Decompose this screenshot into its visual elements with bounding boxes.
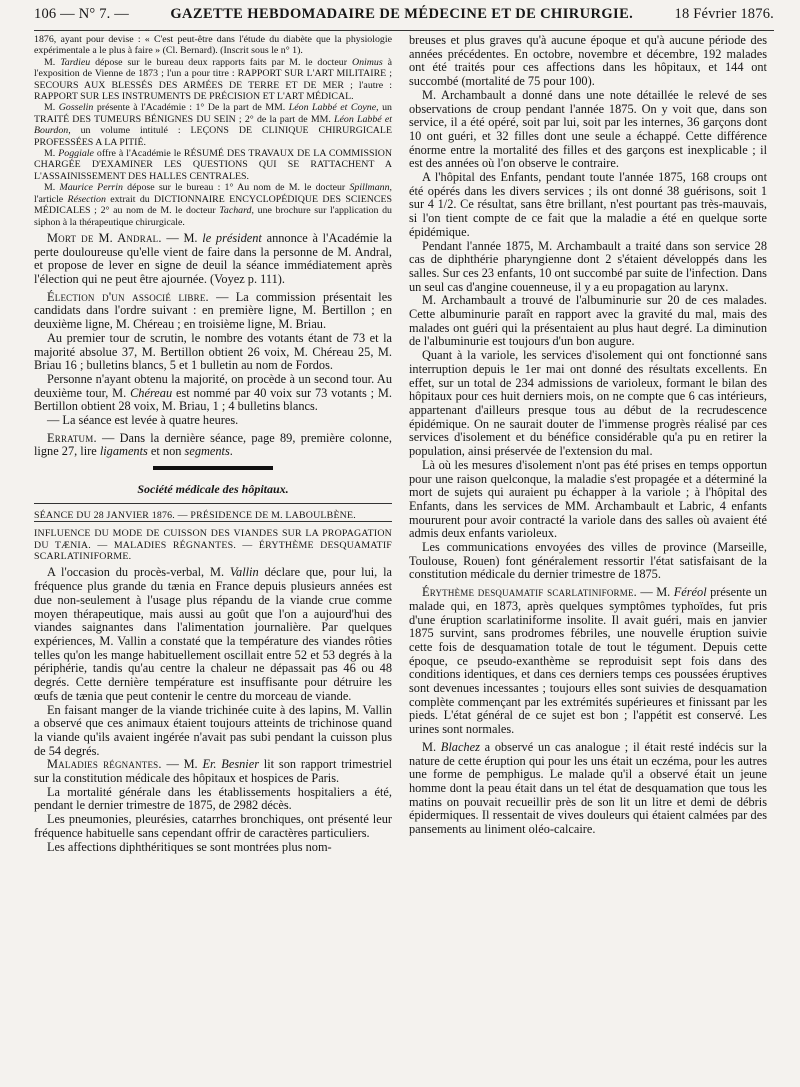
issue-date: 18 Février 1876.	[674, 6, 774, 22]
paragraph-pneumonies: Les pneumonies, pleurésies, catarrhes bronchiques, ont présenté leur fréquence habituelle sans cependant offrir de caractères particuliers.	[34, 812, 392, 840]
paragraph-suite-diphtherie: breuses et plus graves qu'à aucune époque et qu'à aucune période des années précédentes. En octobre, novembre et décembre, 192 malades ont été traités pour ces affections dans les hôpitaux, et 144 ont succombé (mortalité de 75 pour 100).	[409, 33, 767, 89]
page-number: 106 — N° 7. —	[34, 6, 129, 22]
paragraph-mortalite: La mortalité générale dans les établissements hospitaliers a été, pendant le dernier trimestre de 1875, de 2982 décès.	[34, 784, 392, 813]
paragraph-variole: Quant à la variole, les services d'isolement qui ont fonctionné sans interruption depuis le 1er mai ont donné des résultats excellents. En effet, sur un total de 234 admissions de varioleux, formant le bilan des hôpitaux pour ces huit derniers mois, on ne compte que 6 cas intérieurs, appartenant d'ailleurs presque tous au début de la recrudescence épidémique. On ne saurait douter de l'immense progrès réalisé par ces services d'isolement et du bénéfice considérable qu'a pu en retirer la population, ainsi préservée de l'extension du mal.	[409, 348, 767, 459]
paragraph-maladies: Maladies régnantes. — M. Er. Besnier lit son rapport trimestriel sur la constitution médicale des hôpitaux et hospices de Paris.	[34, 757, 392, 786]
right-column	[409, 34, 767, 837]
paragraph-erratum: Erratum. — Dans la dernière séance, page 89, première colonne, ligne 27, lire ligaments et non segments.	[34, 430, 392, 459]
paragraph-premier-tour: Au premier tour de scrutin, le nombre des votants étant de 73 et la majorité absolue 37, M. Bertillon obtient 26 voix, M. Chéreau 25, M. Briau 16 ; bulletins blancs, 5 et 1 bulletin au nom de Fordos.	[34, 330, 392, 373]
journal-title: GAZETTE HEBDOMADAIRE DE MÉDECINE ET DE CHIRURGIE.	[170, 6, 634, 22]
seance-heading: SÉANCE DU 28 JANVIER 1876. — PRÉSIDENCE DE M. LABOULBÈNE.	[34, 509, 356, 521]
note-tardieu: M. Tardieu dépose sur le bureau deux rapports faits par M. le docteur Onimus à l'exposition de Vienne de 1873 ; l'un a pour titre : RAPPORT SUR L'ART MILITAIRE ; SECOURS AUX BLESSÉS DES ARMÉES DE TERRE ET DE MER ; l'autre : RAPPORT SUR LES INSTRUMENTS DE PRÉCISION ET L'ART MÉDICAL.	[34, 56, 392, 103]
note-perrin: M. Maurice Perrin dépose sur le bureau : 1° Au nom de M. le docteur Spillmann, l'article Résection extrait du DICTIONNAIRE ENCYCLOPÉDIQUE DES SCIENCES MÉDICALES ; 2° au nom de M. le docteur Tachard, une brochure sur l'application du siphon à la thérapeutique chirurgicale.	[34, 182, 392, 228]
section-title-rule	[34, 503, 392, 504]
paragraph-vallin: A l'occasion du procès-verbal, M. Vallin déclare que, pour lui, la fréquence plus grande du tænia en France depuis plusieurs années est due non-seulement à l'usage plus répandu de la viande crue comme moyen thérapeutique, mais aussi au goût que l'on a aujourd'hui des viandes saignantes dans l'alimentation journalière. Par quelques expériences, M. Vallin a constaté que la température des viandes rôties telles qu'on les mange habituellement oscillait entre 52 et 53 degrés à la périphérie, tandis qu'au centre la chaleur ne dépassait pas 46 ou 48 degrés. Cette dernière température est insuffisante pour détruire les œufs de tænia que peut contenir le centre du morceau de viande.	[34, 565, 392, 703]
paragraph-andral: Mort de M. Andral. — M. le président annonce à l'Académie la perte douloureuse qu'elle vient de faire dans la personne de M. Andral, et propose de lever en signe de deuil la séance immédiatement après l'élection qui ne peut être ajournée. (Voyez p. 111).	[34, 230, 393, 287]
paragraph-trichine: En faisant manger de la viande trichinée cuite à des lapins, M. Vallin a observé que ces animaux étaient toujours atteints de trichinose quand la viande qu'ils avaient ingérée n'avait pas subi pendant la cuisson plus de 54 degrés.	[34, 702, 392, 758]
paragraph-diphtherie: Les affections diphthéritiques se sont montrées plus nom-	[47, 839, 332, 854]
academy-notes	[34, 34, 392, 228]
paragraph-isolement: Là où les mesures d'isolement n'ont pas été prises en temps opportun pour une raison quelconque, la maladie s'est propagée et a déterminé la mort de sujets qui auraient pu échapper à la variole ; à l'hôpital des Enfants, dans les services de MM. Archambault et Labric, 4 enfants moururent pour avoir contracté la variole dans des salles où avaient été admis deux enfants varioleux.	[409, 457, 767, 541]
page-header	[34, 6, 774, 26]
note-poggiale: M. Poggiale offre à l'Académie le RÉSUMÉ DES TRAVAUX DE LA COMMISSION CHARGÉE D'EXAMINER LES QUESTIONS QUI SE RATTACHENT A L'ASSAINISSEMENT DES HALLES CENTRALES.	[34, 148, 392, 182]
seance-rule	[34, 521, 392, 522]
note-gosselin: M. Gosselin présente à l'Académie : 1° De la part de MM. Léon Labbé et Coyne, un TRAITÉ DES TUMEURS BÉNIGNES DU SEIN ; 2° de la part de MM. Léon Labbé et Bourdon, un volume intitulé : LEÇONS DE CLINIQUE CHIRURGICALE PROFESSÉES A LA PITIÉ.	[34, 102, 392, 148]
paragraph-second-tour: Personne n'ayant obtenu la majorité, on procède à un second tour. Au deuxième tour, M. Chéreau est nommé par 40 voix sur 73 votants ; M. Bertillon obtient 28 voix, M. Briau, 1 ; 4 bulletins blancs.	[34, 371, 392, 414]
paragraph-province: Les communications envoyées des villes de province (Marseille, Toulouse, Rouen) font généralement ressortir l'état satisfaisant de la constitution médicale du dernier trimestre de 1875.	[409, 540, 767, 582]
header-rule	[34, 30, 774, 31]
paragraph-pharyngienne: Pendant l'année 1875, M. Archambault a traité dans son service 28 cas de diphthérie pharyngienne dont 2 s'étaient développés dans les salles. Sur ces 23 enfants, 10 ont succombé par suite de l'infection. Dans un seul cas d'angine couenneuse, il y a eu propagation au larynx.	[409, 238, 767, 294]
left-column	[34, 34, 392, 854]
section-divider	[153, 466, 273, 470]
paragraph-hopital-enfants: A l'hôpital des Enfants, pendant toute l'année 1875, 168 croups ont été opérés dans les divers services ; ils ont donné 38 guérisons, soit 1 sur 4 1/2. Ce résultat, sans être brillant, n'est pourtant pas très-mauvais, si l'on tient compte de ce fait que la maladie a été en quelque sorte épidémique.	[409, 170, 767, 239]
paragraph-erytheme: Érythème desquamatif scarlatiniforme. — M. Féréol présente un malade qui, en 1873, après quelques symptômes typhoïdes, fut pris d'une éruption scarlatiniforme insolite. Il avait guéri, mais en janvier 1875 survint, sans prodromes fébriles, une nouvelle éruption suivie cette fois de desquamation totale de tout le tégument. Depuis cette époque, ce pseudo-exanthème se reproduisit sept fois dans des conditions identiques, et dans ces derniers temps ces poussées éruptives sont devenues incessantes ; toujours elles sont suivies de desquamation complète commençant par les extrémités supérieures et finissant par les pieds. L'état général de ce sujet est bon ; l'appétit est conservé. Les urines sont normales.	[409, 585, 767, 737]
paragraph-election: Élection d'un associé libre. — La commission présentait les candidats dans l'ordre suivant : en première ligne, M. Bertillon ; en deuxième ligne, M. Chéreau ; en troisième ligne, M. Briau.	[34, 289, 392, 332]
section-title: Société médicale des hôpitaux.	[137, 482, 289, 497]
note-diabete: 1876, ayant pour devise : « C'est peut-être dans l'étude du diabète que la physiologie expérimentale a le plus à faire » (Cl. Bernard). (Inscrit sous le n° 1).	[34, 34, 392, 57]
paragraph-seance-levee: — La séance est levée à quatre heures.	[47, 413, 239, 428]
paragraph-blachez: M. Blachez a observé un cas analogue ; il était resté indécis sur la nature de cette éruption qui pour les uns était un eczéma, pour les autres une forme de pemphigus. Le malade qu'il a observé était un jeune homme dont la peau était dans un tel état de desquamation que tous les matins on pouvait recueillir près de son lit un litre et demi de débris épidermiques. Il ressentait de vives douleurs qui étaient calmées par des pansements au liniment oléo-calcaire.	[409, 739, 767, 837]
paragraph-croup: M. Archambault a donné dans une note détaillée le relevé de ses observations de croup pendant l'année 1875. On y voit que, dans son service, il a été opéré, soit par lui, soit par les internes, 36 garçons dont 10 ont guéri, et 32 filles dont une seule a échappé. Cette différence énorme entre la mortalité des filles et des garçons est inexplicable ; il est des années où l'on observe le contraire.	[409, 87, 767, 171]
topics-summary: INFLUENCE DU MODE DE CUISSON DES VIANDES SUR LA PROPAGATION DU TÆNIA. — MALADIES RÉGNANTES. — ÉRYTHÈME DESQUAMATIF SCARLATINIFORME.	[34, 528, 392, 563]
paragraph-albuminurie: M. Archambault a trouvé de l'albuminurie sur 20 de ces malades. Cette albuminurie paraît en rapport avec la gravité du mal, mais des malades ont guéri qui la présentaient au plus haut degré. La diminution de l'albuminurie est toujours d'un bon augure.	[409, 293, 767, 349]
